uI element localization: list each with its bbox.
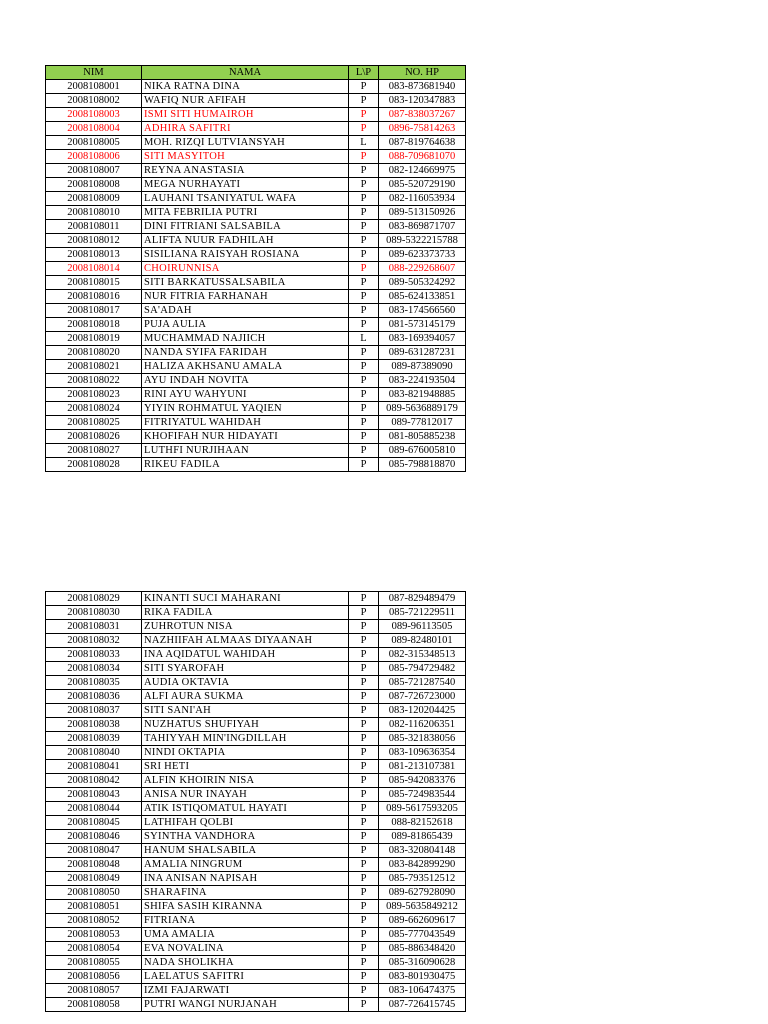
cell-nama: AMALIA NINGRUM	[142, 858, 349, 872]
cell-lp: P	[349, 676, 379, 690]
cell-lp: L	[349, 332, 379, 346]
cell-lp: P	[349, 94, 379, 108]
cell-lp: P	[349, 430, 379, 444]
cell-hp: 087-819764638	[379, 136, 466, 150]
cell-hp: 088-229268607	[379, 262, 466, 276]
cell-hp: 085-316090628	[379, 956, 466, 970]
cell-lp: P	[349, 458, 379, 472]
header-hp: NO. HP	[379, 66, 466, 80]
cell-lp: P	[349, 984, 379, 998]
cell-nama: MITA FEBRILIA PUTRI	[142, 206, 349, 220]
cell-hp: 0896-75814263	[379, 122, 466, 136]
cell-hp: 085-724983544	[379, 788, 466, 802]
cell-hp: 082-116206351	[379, 718, 466, 732]
cell-nama: FITRIANA	[142, 914, 349, 928]
cell-nim: 2008108017	[46, 304, 142, 318]
cell-nim: 2008108014	[46, 262, 142, 276]
cell-lp: P	[349, 304, 379, 318]
cell-hp: 089-5636889179	[379, 402, 466, 416]
cell-lp: P	[349, 816, 379, 830]
cell-nama: SRI HETI	[142, 760, 349, 774]
cell-lp: P	[349, 374, 379, 388]
table-row	[46, 844, 466, 858]
cell-lp: P	[349, 900, 379, 914]
table-row	[46, 704, 466, 718]
cell-nim: 2008108058	[46, 998, 142, 1012]
cell-nim: 2008108006	[46, 150, 142, 164]
table-row	[46, 220, 466, 234]
table-row	[46, 816, 466, 830]
cell-nim: 2008108024	[46, 402, 142, 416]
cell-nama: AYU INDAH NOVITA	[142, 374, 349, 388]
cell-lp: P	[349, 774, 379, 788]
cell-lp: P	[349, 718, 379, 732]
cell-lp: P	[349, 150, 379, 164]
cell-nama: RIKEU FADILA	[142, 458, 349, 472]
cell-nama: PUJA AULIA	[142, 318, 349, 332]
cell-lp: P	[349, 360, 379, 374]
cell-hp: 083-869871707	[379, 220, 466, 234]
cell-nim: 2008108028	[46, 458, 142, 472]
cell-nim: 2008108056	[46, 970, 142, 984]
cell-nim: 2008108020	[46, 346, 142, 360]
cell-lp: P	[349, 942, 379, 956]
cell-nim: 2008108021	[46, 360, 142, 374]
cell-hp: 082-315348513	[379, 648, 466, 662]
cell-lp: P	[349, 80, 379, 94]
cell-nama: INA ANISAN NAPISAH	[142, 872, 349, 886]
cell-nama: HANUM SHALSABILA	[142, 844, 349, 858]
table-row	[46, 248, 466, 262]
cell-lp: L	[349, 136, 379, 150]
cell-hp: 089-96113505	[379, 620, 466, 634]
cell-nim: 2008108053	[46, 928, 142, 942]
cell-nama: LAUHANI TSANIYATUL WAFA	[142, 192, 349, 206]
cell-lp: P	[349, 606, 379, 620]
cell-nim: 2008108033	[46, 648, 142, 662]
cell-hp: 085-321838056	[379, 732, 466, 746]
cell-nama: KINANTI SUCI MAHARANI	[142, 592, 349, 606]
cell-lp: P	[349, 262, 379, 276]
table-body	[46, 80, 466, 472]
table-row	[46, 858, 466, 872]
table-row	[46, 746, 466, 760]
header-lp: L\P	[349, 66, 379, 80]
cell-nama: SITI BARKATUSSALSABILA	[142, 276, 349, 290]
table-row	[46, 332, 466, 346]
table-row	[46, 984, 466, 998]
cell-hp: 087-726415745	[379, 998, 466, 1012]
table-row	[46, 304, 466, 318]
table-row	[46, 592, 466, 606]
cell-hp: 083-174566560	[379, 304, 466, 318]
cell-nim: 2008108001	[46, 80, 142, 94]
cell-lp: P	[349, 704, 379, 718]
table-body	[46, 592, 466, 1012]
cell-hp: 083-842899290	[379, 858, 466, 872]
cell-nama: MOH. RIZQI LUTVIANSYAH	[142, 136, 349, 150]
cell-lp: P	[349, 886, 379, 900]
cell-hp: 089-81865439	[379, 830, 466, 844]
table-row	[46, 234, 466, 248]
cell-nim: 2008108003	[46, 108, 142, 122]
cell-lp: P	[349, 402, 379, 416]
cell-nim: 2008108013	[46, 248, 142, 262]
cell-hp: 089-623373733	[379, 248, 466, 262]
cell-nim: 2008108043	[46, 788, 142, 802]
cell-nim: 2008108008	[46, 178, 142, 192]
cell-nim: 2008108010	[46, 206, 142, 220]
cell-nama: NADA SHOLIKHA	[142, 956, 349, 970]
cell-hp: 089-627928090	[379, 886, 466, 900]
cell-lp: P	[349, 444, 379, 458]
header-nim: NIM	[46, 66, 142, 80]
table-row	[46, 206, 466, 220]
cell-hp: 083-120347883	[379, 94, 466, 108]
cell-nama: NUZHATUS SHUFIYAH	[142, 718, 349, 732]
header-nama: NAMA	[142, 66, 349, 80]
cell-hp: 085-777043549	[379, 928, 466, 942]
cell-nama: YIYIN ROHMATUL YAQIEN	[142, 402, 349, 416]
table-row	[46, 94, 466, 108]
cell-lp: P	[349, 634, 379, 648]
cell-nama: ALIFTA NUUR FADHILAH	[142, 234, 349, 248]
cell-hp: 089-77812017	[379, 416, 466, 430]
header-row	[46, 66, 466, 80]
cell-lp: P	[349, 108, 379, 122]
cell-hp: 089-513150926	[379, 206, 466, 220]
cell-nim: 2008108057	[46, 984, 142, 998]
cell-nim: 2008108031	[46, 620, 142, 634]
cell-nama: SHARAFINA	[142, 886, 349, 900]
cell-nama: LUTHFI NURJIHAAN	[142, 444, 349, 458]
cell-nama: NAZHIIFAH ALMAAS DIYAANAH	[142, 634, 349, 648]
cell-nama: UMA AMALIA	[142, 928, 349, 942]
cell-nim: 2008108023	[46, 388, 142, 402]
cell-nim: 2008108022	[46, 374, 142, 388]
cell-nim: 2008108045	[46, 816, 142, 830]
table-row	[46, 956, 466, 970]
table-row	[46, 360, 466, 374]
cell-lp: P	[349, 802, 379, 816]
cell-nim: 2008108054	[46, 942, 142, 956]
cell-lp: P	[349, 690, 379, 704]
cell-hp: 089-5617593205	[379, 802, 466, 816]
table-row	[46, 928, 466, 942]
cell-nim: 2008108051	[46, 900, 142, 914]
cell-nama: IZMI FAJARWATI	[142, 984, 349, 998]
cell-nama: DINI FITRIANI SALSABILA	[142, 220, 349, 234]
cell-nim: 2008108030	[46, 606, 142, 620]
cell-nim: 2008108026	[46, 430, 142, 444]
cell-nim: 2008108012	[46, 234, 142, 248]
cell-lp: P	[349, 914, 379, 928]
cell-hp: 083-320804148	[379, 844, 466, 858]
cell-lp: P	[349, 732, 379, 746]
table-row	[46, 276, 466, 290]
table-row	[46, 760, 466, 774]
table-row	[46, 374, 466, 388]
cell-hp: 085-942083376	[379, 774, 466, 788]
cell-nim: 2008108041	[46, 760, 142, 774]
cell-nim: 2008108047	[46, 844, 142, 858]
cell-nim: 2008108025	[46, 416, 142, 430]
cell-nama: AUDIA OKTAVIA	[142, 676, 349, 690]
table-row	[46, 444, 466, 458]
table-row	[46, 886, 466, 900]
cell-hp: 083-801930475	[379, 970, 466, 984]
table-row	[46, 900, 466, 914]
cell-nim: 2008108052	[46, 914, 142, 928]
table-row	[46, 998, 466, 1012]
cell-hp: 083-873681940	[379, 80, 466, 94]
cell-nama: ATIK ISTIQOMATUL HAYATI	[142, 802, 349, 816]
cell-hp: 085-721287540	[379, 676, 466, 690]
cell-hp: 085-794729482	[379, 662, 466, 676]
table-row	[46, 648, 466, 662]
cell-nama: RIKA FADILA	[142, 606, 349, 620]
cell-hp: 088-709681070	[379, 150, 466, 164]
cell-hp: 085-624133851	[379, 290, 466, 304]
cell-hp: 083-120204425	[379, 704, 466, 718]
cell-nama: LAELATUS SAFITRI	[142, 970, 349, 984]
table-row	[46, 430, 466, 444]
cell-lp: P	[349, 388, 379, 402]
table-row	[46, 136, 466, 150]
cell-hp: 085-886348420	[379, 942, 466, 956]
cell-hp: 087-829489479	[379, 592, 466, 606]
cell-hp: 087-838037267	[379, 108, 466, 122]
cell-nama: ISMI SITI HUMAIROH	[142, 108, 349, 122]
cell-nama: REYNA ANASTASIA	[142, 164, 349, 178]
cell-nama: PUTRI WANGI NURJANAH	[142, 998, 349, 1012]
cell-nim: 2008108016	[46, 290, 142, 304]
table-row	[46, 690, 466, 704]
cell-lp: P	[349, 620, 379, 634]
cell-nama: SITI SANI'AH	[142, 704, 349, 718]
cell-hp: 083-106474375	[379, 984, 466, 998]
cell-hp: 081-573145179	[379, 318, 466, 332]
cell-nama: TAHIYYAH MIN'INGDILLAH	[142, 732, 349, 746]
cell-lp: P	[349, 164, 379, 178]
cell-lp: P	[349, 956, 379, 970]
cell-lp: P	[349, 844, 379, 858]
cell-lp: P	[349, 220, 379, 234]
cell-nama: ANISA NUR INAYAH	[142, 788, 349, 802]
cell-nim: 2008108011	[46, 220, 142, 234]
cell-lp: P	[349, 858, 379, 872]
cell-nim: 2008108018	[46, 318, 142, 332]
cell-hp: 085-520729190	[379, 178, 466, 192]
cell-nim: 2008108046	[46, 830, 142, 844]
cell-lp: P	[349, 276, 379, 290]
cell-hp: 085-721229511	[379, 606, 466, 620]
table-row	[46, 290, 466, 304]
cell-lp: P	[349, 970, 379, 984]
cell-lp: P	[349, 318, 379, 332]
cell-nim: 2008108048	[46, 858, 142, 872]
table-row	[46, 416, 466, 430]
cell-nama: ADHIRA SAFITRI	[142, 122, 349, 136]
cell-nim: 2008108055	[46, 956, 142, 970]
cell-hp: 082-116053934	[379, 192, 466, 206]
cell-lp: P	[349, 760, 379, 774]
cell-nim: 2008108049	[46, 872, 142, 886]
cell-hp: 088-82152618	[379, 816, 466, 830]
cell-lp: P	[349, 178, 379, 192]
cell-nama: SYINTHA VANDHORA	[142, 830, 349, 844]
cell-nama: FITRIYATUL WAHIDAH	[142, 416, 349, 430]
cell-nama: NUR FITRIA FARHANAH	[142, 290, 349, 304]
table-row	[46, 388, 466, 402]
table-row	[46, 676, 466, 690]
table-row	[46, 192, 466, 206]
cell-nama: RINI AYU WAHYUNI	[142, 388, 349, 402]
cell-hp: 089-662609617	[379, 914, 466, 928]
cell-nim: 2008108044	[46, 802, 142, 816]
cell-nama: NANDA SYIFA FARIDAH	[142, 346, 349, 360]
cell-nama: WAFIQ NUR AFIFAH	[142, 94, 349, 108]
cell-lp: P	[349, 788, 379, 802]
cell-nim: 2008108035	[46, 676, 142, 690]
cell-nim: 2008108029	[46, 592, 142, 606]
cell-hp: 082-124669975	[379, 164, 466, 178]
table-row	[46, 802, 466, 816]
cell-hp: 089-676005810	[379, 444, 466, 458]
cell-hp: 081-805885238	[379, 430, 466, 444]
cell-hp: 081-213107381	[379, 760, 466, 774]
cell-nama: INA AQIDATUL WAHIDAH	[142, 648, 349, 662]
cell-hp: 083-169394057	[379, 332, 466, 346]
table-row	[46, 970, 466, 984]
table-row	[46, 402, 466, 416]
table-row	[46, 872, 466, 886]
table-row	[46, 108, 466, 122]
table-row	[46, 458, 466, 472]
cell-nama: KHOFIFAH NUR HIDAYATI	[142, 430, 349, 444]
cell-nim: 2008108040	[46, 746, 142, 760]
cell-lp: P	[349, 592, 379, 606]
table-row	[46, 80, 466, 94]
cell-nama: NINDI OKTAPIA	[142, 746, 349, 760]
cell-nama: MEGA NURHAYATI	[142, 178, 349, 192]
table-row	[46, 164, 466, 178]
cell-nim: 2008108002	[46, 94, 142, 108]
cell-hp: 089-5635849212	[379, 900, 466, 914]
cell-nama: SISILIANA RAISYAH ROSIANA	[142, 248, 349, 262]
cell-lp: P	[349, 234, 379, 248]
table-row	[46, 634, 466, 648]
cell-hp: 089-631287231	[379, 346, 466, 360]
cell-nama: ALFI AURA SUKMA	[142, 690, 349, 704]
cell-nama: CHOIRUNNISA	[142, 262, 349, 276]
cell-nim: 2008108019	[46, 332, 142, 346]
cell-nim: 2008108039	[46, 732, 142, 746]
cell-nim: 2008108038	[46, 718, 142, 732]
student-table-2	[45, 591, 466, 1012]
table-row	[46, 732, 466, 746]
cell-hp: 085-798818870	[379, 458, 466, 472]
cell-nim: 2008108050	[46, 886, 142, 900]
cell-lp: P	[349, 872, 379, 886]
table-row	[46, 830, 466, 844]
cell-nim: 2008108037	[46, 704, 142, 718]
cell-nama: SITI MASYITOH	[142, 150, 349, 164]
table-row	[46, 346, 466, 360]
cell-lp: P	[349, 662, 379, 676]
table-row	[46, 262, 466, 276]
cell-nama: SHIFA SASIH KIRANNA	[142, 900, 349, 914]
table-row	[46, 122, 466, 136]
cell-hp: 089-82480101	[379, 634, 466, 648]
cell-lp: P	[349, 998, 379, 1012]
cell-hp: 089-87389090	[379, 360, 466, 374]
cell-nama: ZUHROTUN NISA	[142, 620, 349, 634]
table-row	[46, 150, 466, 164]
cell-nama: HALIZA AKHSANU AMALA	[142, 360, 349, 374]
cell-hp: 087-726723000	[379, 690, 466, 704]
table-row	[46, 914, 466, 928]
cell-nama: SA'ADAH	[142, 304, 349, 318]
cell-nim: 2008108034	[46, 662, 142, 676]
cell-hp: 085-793512512	[379, 872, 466, 886]
cell-nim: 2008108007	[46, 164, 142, 178]
cell-hp: 089-5322215788	[379, 234, 466, 248]
cell-hp: 083-821948885	[379, 388, 466, 402]
cell-hp: 089-505324292	[379, 276, 466, 290]
table-row	[46, 318, 466, 332]
table-row	[46, 662, 466, 676]
cell-nim: 2008108004	[46, 122, 142, 136]
cell-hp: 083-224193504	[379, 374, 466, 388]
cell-lp: P	[349, 648, 379, 662]
cell-nama: LATHIFAH QOLBI	[142, 816, 349, 830]
cell-nama: SITI SYAROFAH	[142, 662, 349, 676]
cell-nim: 2008108032	[46, 634, 142, 648]
table-row	[46, 620, 466, 634]
cell-lp: P	[349, 346, 379, 360]
cell-nama: ALFIN KHOIRIN NISA	[142, 774, 349, 788]
cell-nama: MUCHAMMAD NAJIICH	[142, 332, 349, 346]
cell-lp: P	[349, 746, 379, 760]
cell-nim: 2008108036	[46, 690, 142, 704]
student-table-1	[45, 65, 466, 472]
cell-nama: EVA NOVALINA	[142, 942, 349, 956]
table-row	[46, 788, 466, 802]
cell-lp: P	[349, 206, 379, 220]
cell-nim: 2008108015	[46, 276, 142, 290]
cell-lp: P	[349, 830, 379, 844]
cell-lp: P	[349, 122, 379, 136]
table-row	[46, 606, 466, 620]
cell-lp: P	[349, 416, 379, 430]
cell-nim: 2008108009	[46, 192, 142, 206]
table-row	[46, 942, 466, 956]
cell-nim: 2008108005	[46, 136, 142, 150]
table-row	[46, 774, 466, 788]
table-row	[46, 178, 466, 192]
cell-nim: 2008108027	[46, 444, 142, 458]
cell-hp: 083-109636354	[379, 746, 466, 760]
cell-lp: P	[349, 290, 379, 304]
cell-lp: P	[349, 928, 379, 942]
cell-nim: 2008108042	[46, 774, 142, 788]
cell-nama: NIKA RATNA DINA	[142, 80, 349, 94]
table-row	[46, 718, 466, 732]
cell-lp: P	[349, 248, 379, 262]
cell-lp: P	[349, 192, 379, 206]
